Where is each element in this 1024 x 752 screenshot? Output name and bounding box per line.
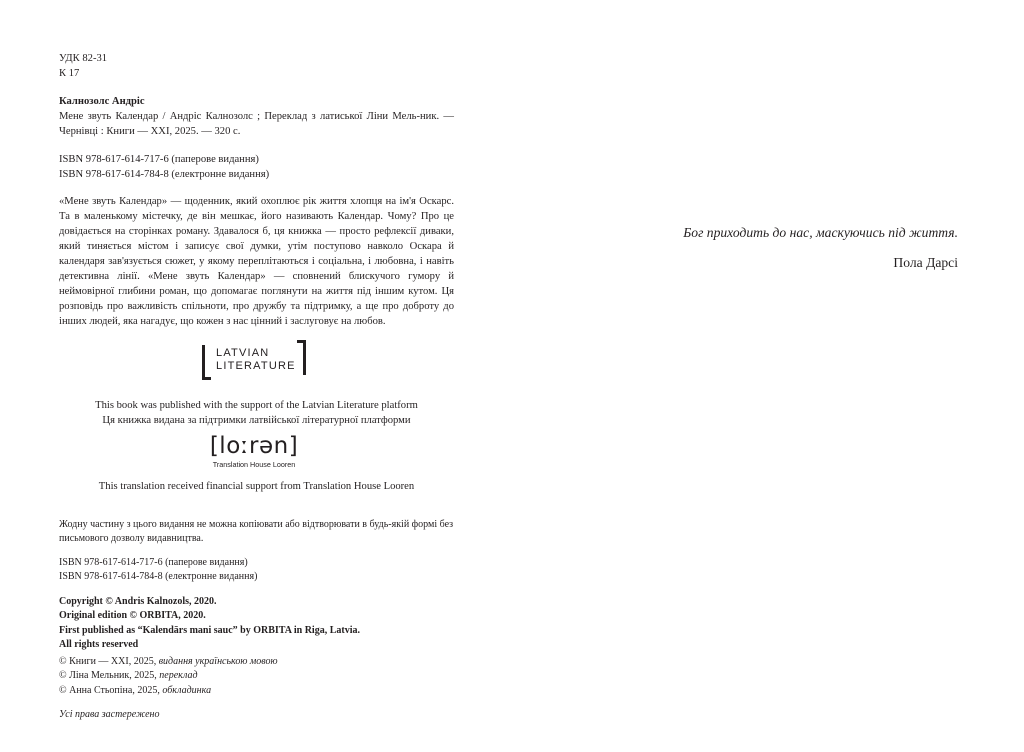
logo-bracket-right (297, 340, 306, 375)
credit-translator-role: переклад (159, 670, 198, 682)
all-rights-line: All rights reserved (59, 639, 139, 651)
credit-cover-text: © Анна Стьопіна, 2025, (59, 684, 163, 696)
annotation (59, 194, 454, 329)
rights-notice (59, 518, 454, 547)
credit-publisher (59, 655, 454, 669)
isbn-electronic-bottom: ISBN 978-617-614-784-8 (електронне видання) (59, 571, 258, 583)
logo-word-latvian: LATVIAN (216, 347, 270, 359)
copyright-line: Copyright © Andris Kalnozols, 2020. (59, 596, 217, 607)
logo-text (216, 347, 296, 373)
credit-translator (59, 669, 454, 683)
isbn-block-bottom (59, 556, 454, 585)
epigraph-quote: Бог приходить до нас, маскуючись під життя. (683, 225, 958, 240)
annotation-text: «Мене звуть Календар» — щоденник, який охоплює рік життя хлопця на ім'я Оскарс. Та в маленькому містечку, де він мешкає, його називають Календар. Чому? Про це довідається на сторінках роману. Здавалося б, ця книжка — просто рефлексії диваки, який тиняється містом і записує свої думки, утім поступово навколо Оскара й календаря зав'язується сюжет, у якому переплітаються і соціальна, і любовна, і навіть детективна лінії. «Мене звуть Календар» — сповнений блискучого гумору й неймовірної глибини роман, що допомагає поглянути на життя під іншим кутом. Ця розповідь про важливість спільноти, про дружбу та підтримку, а ще про доброту до інших людей, яка нагадує, що кожен з нас цінний і заслуговує на любов. (59, 196, 454, 327)
logo-bracket-left (202, 345, 211, 380)
first-published-line: First published as “Kalendārs mani sauc” by ORBITA in Riga, Latvia. (59, 624, 360, 636)
epigraph (662, 218, 958, 278)
isbn-print: ISBN 978-617-614-717-6 (паперове видання) (59, 154, 259, 165)
credit-translator-text: © Ліна Мельник, 2025, (59, 670, 160, 682)
catalog-author: Калнозолс Андріс (59, 96, 145, 107)
copyright-block (59, 595, 454, 653)
isbn-block-top (59, 152, 454, 182)
catalog-entry (59, 94, 454, 139)
looren-subtitle: Translation House Looren (212, 460, 296, 469)
catalog-description: Мене звуть Календар / Андріс Калнозолс ; Переклад з латиської Ліни Мель-ник. — Чернівці : Книги — XXI, 2025. — 320 с. (59, 111, 454, 137)
rights-reserved: Усі права застережено (59, 709, 160, 720)
credit-cover-role: обкладинка (162, 684, 212, 696)
original-edition-line: Original edition © ORBITA, 2020. (59, 610, 206, 622)
author-mark: К 17 (59, 68, 80, 79)
credit-publisher-text: © Книги — XXI, 2025, (59, 656, 159, 667)
logo-word-literature: LITERATURE (216, 360, 296, 372)
isbn-electronic: ISBN 978-617-614-784-8 (електронне видання) (59, 169, 270, 180)
support-ukrainian: Ця книжка видана за підтримки латвійської літературної платформи (102, 415, 411, 426)
udc-block (59, 51, 454, 81)
latvian-literature-logo (202, 340, 306, 380)
credits-block (59, 655, 454, 698)
support-english: This book was published with the support of the Latvian Literature platform (95, 400, 418, 411)
rights-notice-text: Жодну частину з цього видання не можна копіювати або відтворювати в будь-якій формі без письмового дозволу видавництва. (59, 519, 454, 545)
udc-code: УДК 82-31 (59, 53, 108, 64)
isbn-print-bottom: ISBN 978-617-614-717-6 (паперове видання) (59, 557, 248, 568)
looren-wordmark: [loːrən] (209, 433, 299, 459)
right-page (512, 0, 1024, 752)
epigraph-author: Пола Дарсі (893, 255, 958, 270)
credit-cover (59, 684, 454, 698)
looren-support-note: This translation received financial support from Translation House Looren (98, 481, 415, 492)
looren-logo (190, 432, 318, 469)
support-note (59, 398, 454, 428)
credit-publisher-role: видання українською мовою (158, 656, 278, 667)
